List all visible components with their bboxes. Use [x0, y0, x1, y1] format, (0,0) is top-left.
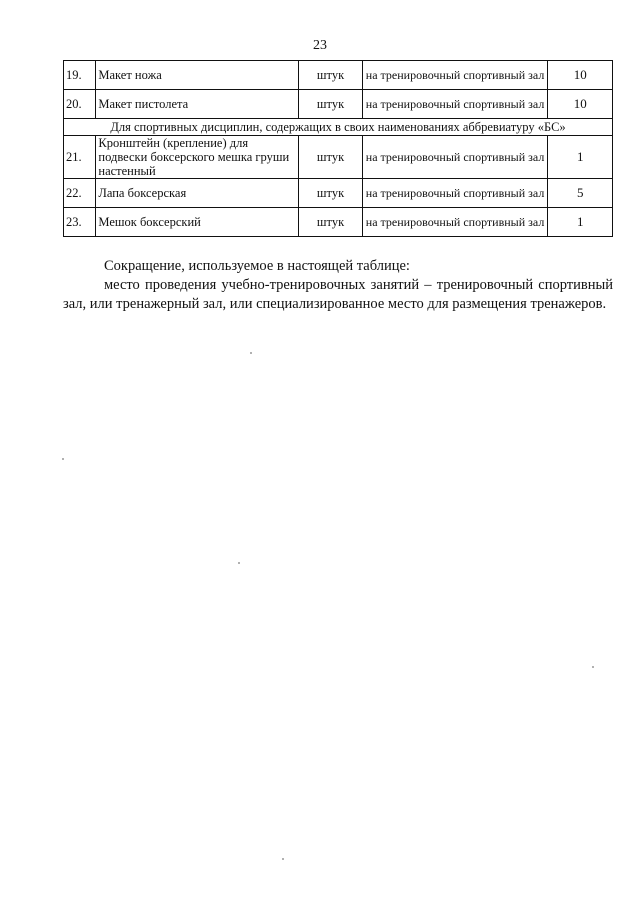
table-row	[64, 179, 613, 208]
item-name: Мешок боксерский	[96, 208, 299, 237]
abbreviation-definition: место проведения учебно-тренировочных занятий – тренировочный спортивный зал, или тренажерный зал, или специализированное место для размещения тренажеров.	[63, 277, 613, 312]
row-number: 23.	[64, 208, 96, 237]
item-place: на тренировочный спортивный зал	[362, 179, 548, 208]
scan-speck	[250, 352, 252, 354]
item-name: Макет ножа	[96, 61, 299, 90]
abbreviation-title: Сокращение, используемое в настоящей таблице:	[104, 258, 410, 274]
item-place: на тренировочный спортивный зал	[362, 136, 548, 179]
scan-speck	[282, 858, 284, 860]
item-unit: штук	[299, 179, 362, 208]
notes	[63, 257, 613, 314]
item-quantity: 1	[548, 208, 613, 237]
scan-speck	[238, 562, 240, 564]
item-quantity: 10	[548, 61, 613, 90]
scan-speck	[592, 666, 594, 668]
item-place: на тренировочный спортивный зал	[362, 208, 548, 237]
table-row	[64, 136, 613, 179]
row-number: 20.	[64, 90, 96, 119]
item-name: Макет пистолета	[96, 90, 299, 119]
item-quantity: 10	[548, 90, 613, 119]
item-name: Кронштейн (крепление) для подвески боксерского мешка груши настенный	[96, 136, 299, 179]
item-unit: штук	[299, 136, 362, 179]
item-name: Лапа боксерская	[96, 179, 299, 208]
section-title: Для спортивных дисциплин, содержащих в своих наименованиях аббревиатуру «БС»	[64, 119, 613, 136]
page-number: 23	[313, 38, 327, 53]
row-number: 19.	[64, 61, 96, 90]
table-row	[64, 61, 613, 90]
item-place: на тренировочный спортивный зал	[362, 61, 548, 90]
item-unit: штук	[299, 208, 362, 237]
table-row	[64, 208, 613, 237]
scan-speck	[62, 458, 64, 460]
row-number: 21.	[64, 136, 96, 179]
item-quantity: 1	[548, 136, 613, 179]
table-row	[64, 90, 613, 119]
item-unit: штук	[299, 90, 362, 119]
item-unit: штук	[299, 61, 362, 90]
section-row	[64, 119, 613, 136]
equipment-table	[63, 60, 613, 237]
row-number: 22.	[64, 179, 96, 208]
item-quantity: 5	[548, 179, 613, 208]
item-place: на тренировочный спортивный зал	[362, 90, 548, 119]
